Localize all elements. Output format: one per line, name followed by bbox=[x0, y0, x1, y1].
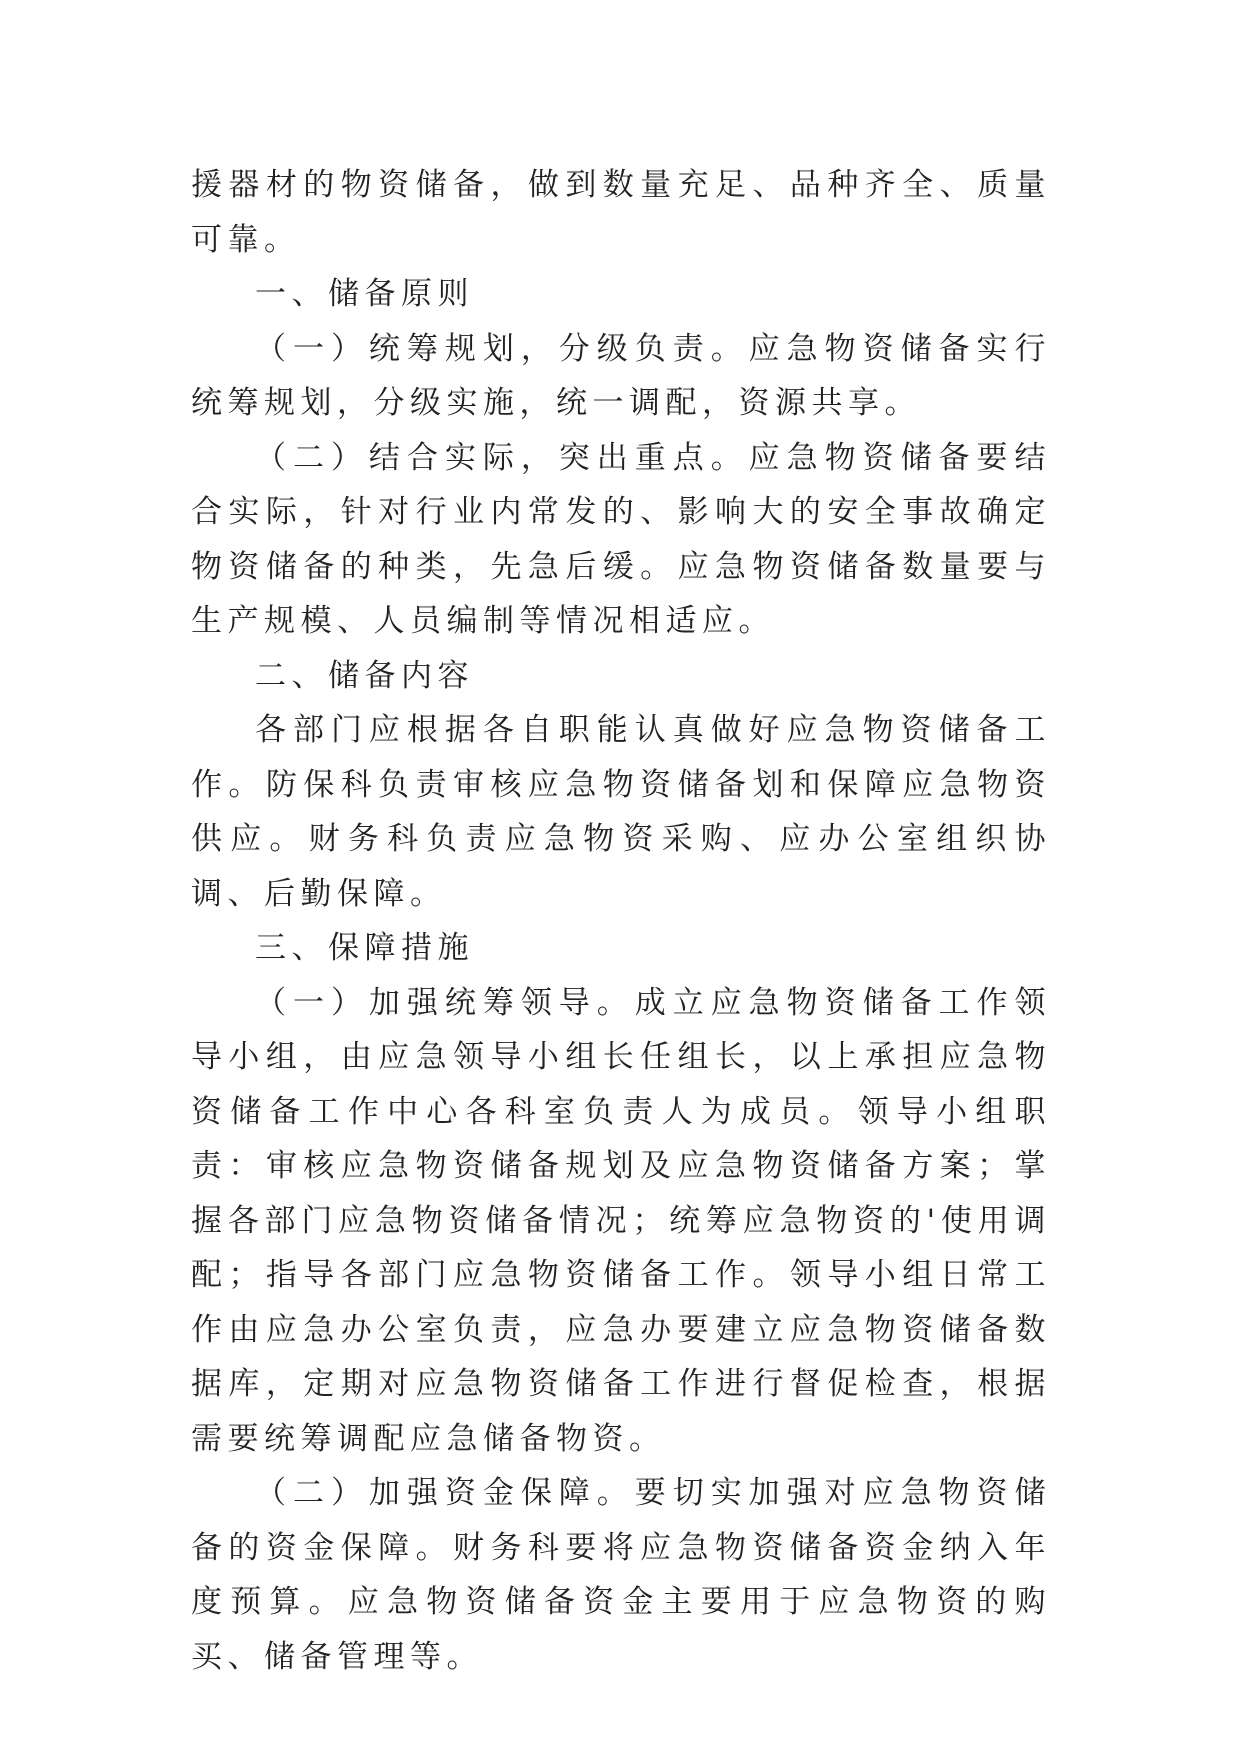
paragraph-combine-reality: （二）结合实际，突出重点。应急物资储备要结合实际，针对行业内常发的、影响大的安全事故确定物资储备的种类，先急后缓。应急物资储备数量要与生产规模、人员编制等情况相适应。 bbox=[191, 439, 1051, 639]
paragraph-department-duties: 各部门应根据各自职能认真做好应急物资储备工作。防保科负责审核应急物资储备划和保障应急物资供应。财务科负责应急物资采购、应办公室组织协调、后勤保障。 bbox=[191, 712, 1051, 912]
document-body bbox=[191, 158, 1051, 1684]
section-heading-safeguard-measures: 三、保障措施 bbox=[255, 930, 474, 966]
section-heading-reserve-principles: 一、储备原则 bbox=[255, 276, 474, 312]
paragraph-funding-guarantee: （二）加强资金保障。要切实加强对应急物资储备的资金保障。财务科要将应急物资储备资金纳入年度预算。应急物资储备资金主要用于应急物资的购买、储备管理等。 bbox=[191, 1475, 1051, 1675]
paragraph-overall-planning: （一）统筹规划，分级负责。应急物资储备实行统筹规划，分级实施，统一调配，资源共享。 bbox=[191, 330, 1051, 421]
paragraph-strengthen-leadership: （一）加强统筹领导。成立应急物资储备工作领导小组，由应急领导小组长任组长，以上承担应急物资储备工作中心各科室负责人为成员。领导小组职责：审核应急物资储备规划及应急物资储备方案；掌握各部门应急物资储备情况；统筹应急物资的'使用调配；指导各部门应急物资储备工作。领导小组日常工作由应急办公室负责，应急办要建立应急物资储备数据库，定期对应急物资储备工作进行督促检查，根据需要统筹调配应急储备物资。 bbox=[191, 984, 1051, 1457]
section-heading-reserve-content: 二、储备内容 bbox=[255, 657, 474, 694]
paragraph-continuation: 援器材的物资储备，做到数量充足、品种齐全、质量可靠。 bbox=[191, 167, 1051, 258]
